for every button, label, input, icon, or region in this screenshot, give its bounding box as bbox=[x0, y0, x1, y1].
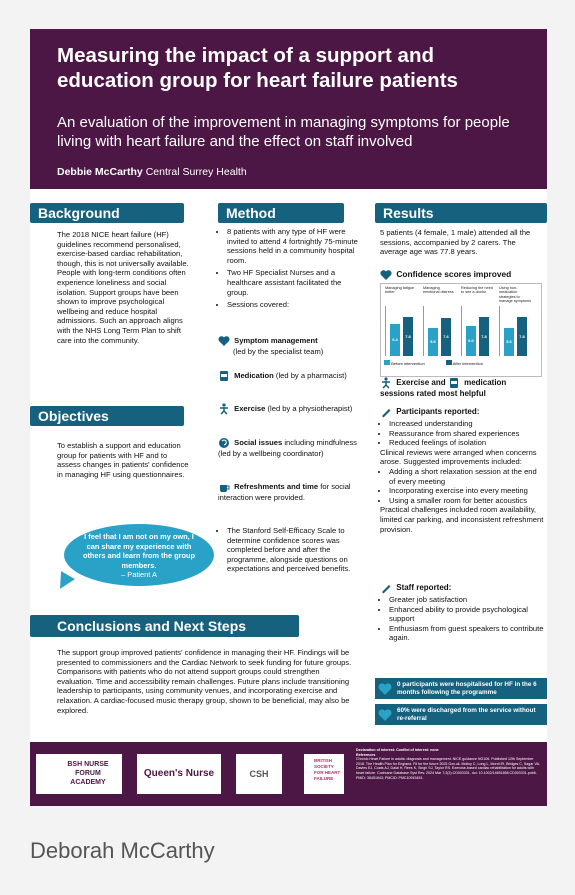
background-text: The 2018 NICE heart failure (HF) guidelines recommend personalised, exercise-based cardiac rehabilitation, though, this is not universally available. People with long-term conditions often experience loneliness and social isolation. Support groups have been shown to improve psychological wellbeing and reduce hospital admissions. Such an approach aligns with the NHS Long Term Plan to shift care into the community. bbox=[57, 230, 189, 345]
method-body bbox=[218, 227, 358, 313]
results-heading: Results bbox=[375, 203, 547, 223]
bar-value-label: 7.8 bbox=[519, 333, 525, 339]
session-social bbox=[218, 437, 358, 459]
bar-value-label: 7.8 bbox=[405, 333, 411, 339]
pen-icon bbox=[380, 406, 392, 418]
objectives-text: To establish a support and education group for patients with HF and to assess changes in patients' confidence in managing HF using questionnaires. bbox=[57, 441, 189, 479]
chart-bar bbox=[504, 328, 514, 356]
stat-discharged-text: 60% were discharged from the service without re-referral bbox=[397, 707, 536, 722]
chart-bar bbox=[517, 317, 527, 356]
chart-bar bbox=[390, 324, 400, 356]
participant-item: • Increased understanding bbox=[389, 419, 545, 429]
chart-axis-line bbox=[499, 306, 500, 356]
legend-swatch-before bbox=[384, 360, 390, 365]
chart-legend bbox=[384, 360, 544, 366]
exercise-icon bbox=[380, 377, 392, 389]
staff-block bbox=[380, 582, 545, 643]
session-detail: (led by the specialist team) bbox=[233, 347, 324, 356]
improvement-item: • Using a smaller room for better acoustics bbox=[389, 496, 545, 506]
participants-heading: Participants reported: bbox=[396, 407, 480, 417]
method-bullet: • The Stanford Self-Efficacy Scale to determine confidence scores was completed before and after the programme, alongside questions on expectations and perceived benefits. bbox=[227, 526, 358, 574]
session-detail: (led by a physiotherapist) bbox=[267, 404, 353, 413]
background-heading: Background bbox=[30, 203, 184, 223]
references-heading: References bbox=[356, 752, 376, 757]
category-label: Managing emotional distress bbox=[423, 286, 454, 295]
brain-icon bbox=[218, 437, 230, 449]
category-label: Using non-medication strategies to manage symptoms bbox=[499, 286, 532, 304]
chart-bar bbox=[441, 318, 451, 356]
author-caption: Deborah McCarthy bbox=[30, 838, 215, 863]
stat-discharged bbox=[375, 704, 547, 725]
poster-footer bbox=[30, 742, 547, 806]
category-label: Reducing the need to see a doctor bbox=[461, 286, 493, 295]
poster-header bbox=[30, 29, 547, 189]
results-intro: 5 patients (4 female, 1 male) attended all the sessions, accompanied by 2 carers. The average age was 77.8 years. bbox=[380, 228, 531, 257]
session-title: Symptom management bbox=[234, 336, 318, 345]
chart-bar bbox=[466, 326, 476, 356]
author-line bbox=[57, 166, 247, 178]
bshf-logo bbox=[304, 754, 344, 794]
session-detail: (led by a pharmacist) bbox=[275, 371, 347, 380]
improvement-item: • Adding a short relaxation session at the end of every meeting bbox=[389, 467, 545, 486]
chart-bar bbox=[479, 317, 489, 356]
heart-icon bbox=[380, 269, 392, 281]
method-last bbox=[218, 526, 358, 577]
heart-icon bbox=[218, 335, 230, 347]
method-heading: Method bbox=[218, 203, 344, 223]
logo-text: BRITISH SOCIETY FOR HEART FAILURE bbox=[314, 758, 341, 781]
bsh-academy-logo bbox=[36, 754, 122, 794]
helpful-text-1: Exercise and bbox=[396, 378, 446, 388]
heart-icon bbox=[378, 682, 392, 696]
poster bbox=[30, 29, 547, 806]
practical-text: Practical challenges included room availability, limited car parking, and inconsistent refreshment provision. bbox=[380, 505, 544, 534]
poster-subtitle: An evaluation of the improvement in managing symptoms for people living with heart failure and the effect on staff involved bbox=[57, 114, 510, 150]
participants-block bbox=[380, 406, 545, 534]
conclusions-heading: Conclusions and Next Steps bbox=[30, 615, 299, 637]
session-title: Refreshments and time bbox=[234, 482, 319, 491]
patient-quote-bubble bbox=[64, 524, 214, 586]
category-label: Managing fatigue better bbox=[385, 286, 415, 295]
helpful-sessions bbox=[380, 377, 540, 399]
chart-axis-line bbox=[423, 306, 424, 356]
conclusions-text: The support group improved patients' confidence in managing their HF. Findings will be presented to commissioners and the Cardiac Network to seek funding for future groups. Comparisons with patients who do not attend support groups could strengthen evaluation. Time and accessibility remain challenges. Future plans include transitioning leadership to participants, using community venues, and incorporating exercise and relaxation. A cardiac-focused music therapy group, shown to be beneficial, may also be explored. bbox=[57, 648, 352, 715]
references-text: Chronic Heart Failure in adults: diagnosis and management. NICE guidance NG106. Published 12th September 2018. The Health Plan for England. Fit for the future 2025 Gov.uk. Molloy C, Long L, Mordi IR, Bridges C, Sagar VA, Davies EJ, Coats AJ, Dalal H, Rees K, Singh SJ, Taylor RS. Exercise-based cardiac rehabilitation for adults with heart failure. Cochrane Database Syst Rev. 2024 Mar 7;3(3):CD003331. doi: 10.1002/14651858.CD003331.pub6. PMID: 38451843; PMCID: PMC10915451. bbox=[356, 757, 540, 780]
bar-value-label: 6.4 bbox=[392, 337, 398, 342]
chart-axis-line bbox=[461, 306, 462, 356]
bar-value-label: 7.8 bbox=[481, 333, 487, 339]
stat-hospitalised bbox=[375, 678, 547, 699]
session-refreshments bbox=[218, 481, 358, 503]
staff-heading: Staff reported: bbox=[396, 583, 452, 593]
helpful-text-1b: medication bbox=[464, 378, 507, 388]
references-block bbox=[356, 748, 542, 780]
chart-axis-line bbox=[385, 306, 386, 356]
bar-value-label: 7.6 bbox=[443, 334, 449, 339]
improvement-item: • Incorporating exercise into every meeting bbox=[389, 486, 545, 496]
medication-icon bbox=[448, 377, 460, 389]
staff-item: • Enhanced ability to provide psychological support bbox=[389, 605, 545, 624]
session-medication bbox=[218, 370, 358, 382]
quote-bubble-tail bbox=[53, 571, 75, 593]
participant-item: • Reassurance from shared experiences bbox=[389, 429, 545, 439]
cup-icon bbox=[218, 481, 230, 493]
legend-swatch-after bbox=[446, 360, 452, 365]
session-title: Exercise bbox=[234, 404, 266, 413]
patient-quote: I feel that I am not on my own, I can share my experience with others and learn from the group members. bbox=[82, 532, 196, 570]
objectives-heading: Objectives bbox=[30, 406, 184, 426]
session-title: Medication bbox=[234, 371, 274, 380]
session-exercise bbox=[218, 403, 358, 415]
declaration: Declaration of interest: Conflict of interest: none bbox=[356, 748, 439, 752]
bar-value-label: 5.6 bbox=[506, 339, 512, 344]
method-bullet: • Two HF Specialist Nurses and a healthcare assistant facilitated the group. bbox=[227, 268, 358, 297]
session-symptom bbox=[218, 335, 358, 357]
csh-logo: CSH bbox=[236, 754, 282, 794]
staff-item: • Greater job satisfaction bbox=[389, 595, 545, 605]
staff-item: • Enthusiasm from guest speakers to contribute again. bbox=[389, 624, 545, 643]
quote-attribution: – Patient A bbox=[121, 570, 157, 579]
session-detail: including mindfulness (led by a wellbeing coordinator) bbox=[218, 438, 357, 458]
chart-heading-line bbox=[380, 269, 540, 281]
bar-value-label: 5.6 bbox=[430, 339, 436, 344]
poster-title: Measuring the impact of a support and education group for heart failure patients bbox=[57, 44, 458, 92]
chart-heading: Confidence scores improved bbox=[396, 269, 512, 280]
stat-hospitalised-text: 0 participants were hospitalised for HF in the 6 months following the programme bbox=[397, 681, 537, 696]
helpful-text-2: sessions rated most helpful bbox=[380, 389, 486, 398]
bar-value-label: 6.0 bbox=[468, 338, 474, 343]
heart-icon bbox=[378, 708, 392, 722]
chart-bar bbox=[428, 328, 438, 356]
legend-label-after: After intervention bbox=[452, 361, 483, 366]
session-detail: for social interaction were provided. bbox=[218, 482, 351, 502]
confidence-chart bbox=[380, 283, 542, 377]
author-name: Debbie McCarthy bbox=[57, 166, 143, 178]
method-bullet: • Sessions covered: bbox=[227, 300, 358, 310]
clinical-text: Clinical reviews were arranged when concerns arose. Suggested improvements included: bbox=[380, 447, 537, 467]
method-bullet: • 8 patients with any type of HF were invited to attend 4 fortnightly 75-minute sessions held in a community hospital room. bbox=[227, 227, 358, 265]
exercise-icon bbox=[218, 403, 230, 415]
chart-bar bbox=[403, 317, 413, 356]
participant-item: • Reduced feelings of isolation bbox=[389, 438, 545, 448]
legend-label-before: Before intervention bbox=[391, 361, 425, 366]
queens-nurse-logo: Queen's Nurse bbox=[137, 754, 221, 794]
session-title: Social issues bbox=[234, 438, 283, 447]
medication-icon bbox=[218, 370, 230, 382]
logo-text: BSH NURSE FORUM ACADEMY bbox=[67, 761, 109, 786]
author-org: Central Surrey Health bbox=[145, 166, 247, 178]
pen-icon bbox=[380, 582, 392, 594]
